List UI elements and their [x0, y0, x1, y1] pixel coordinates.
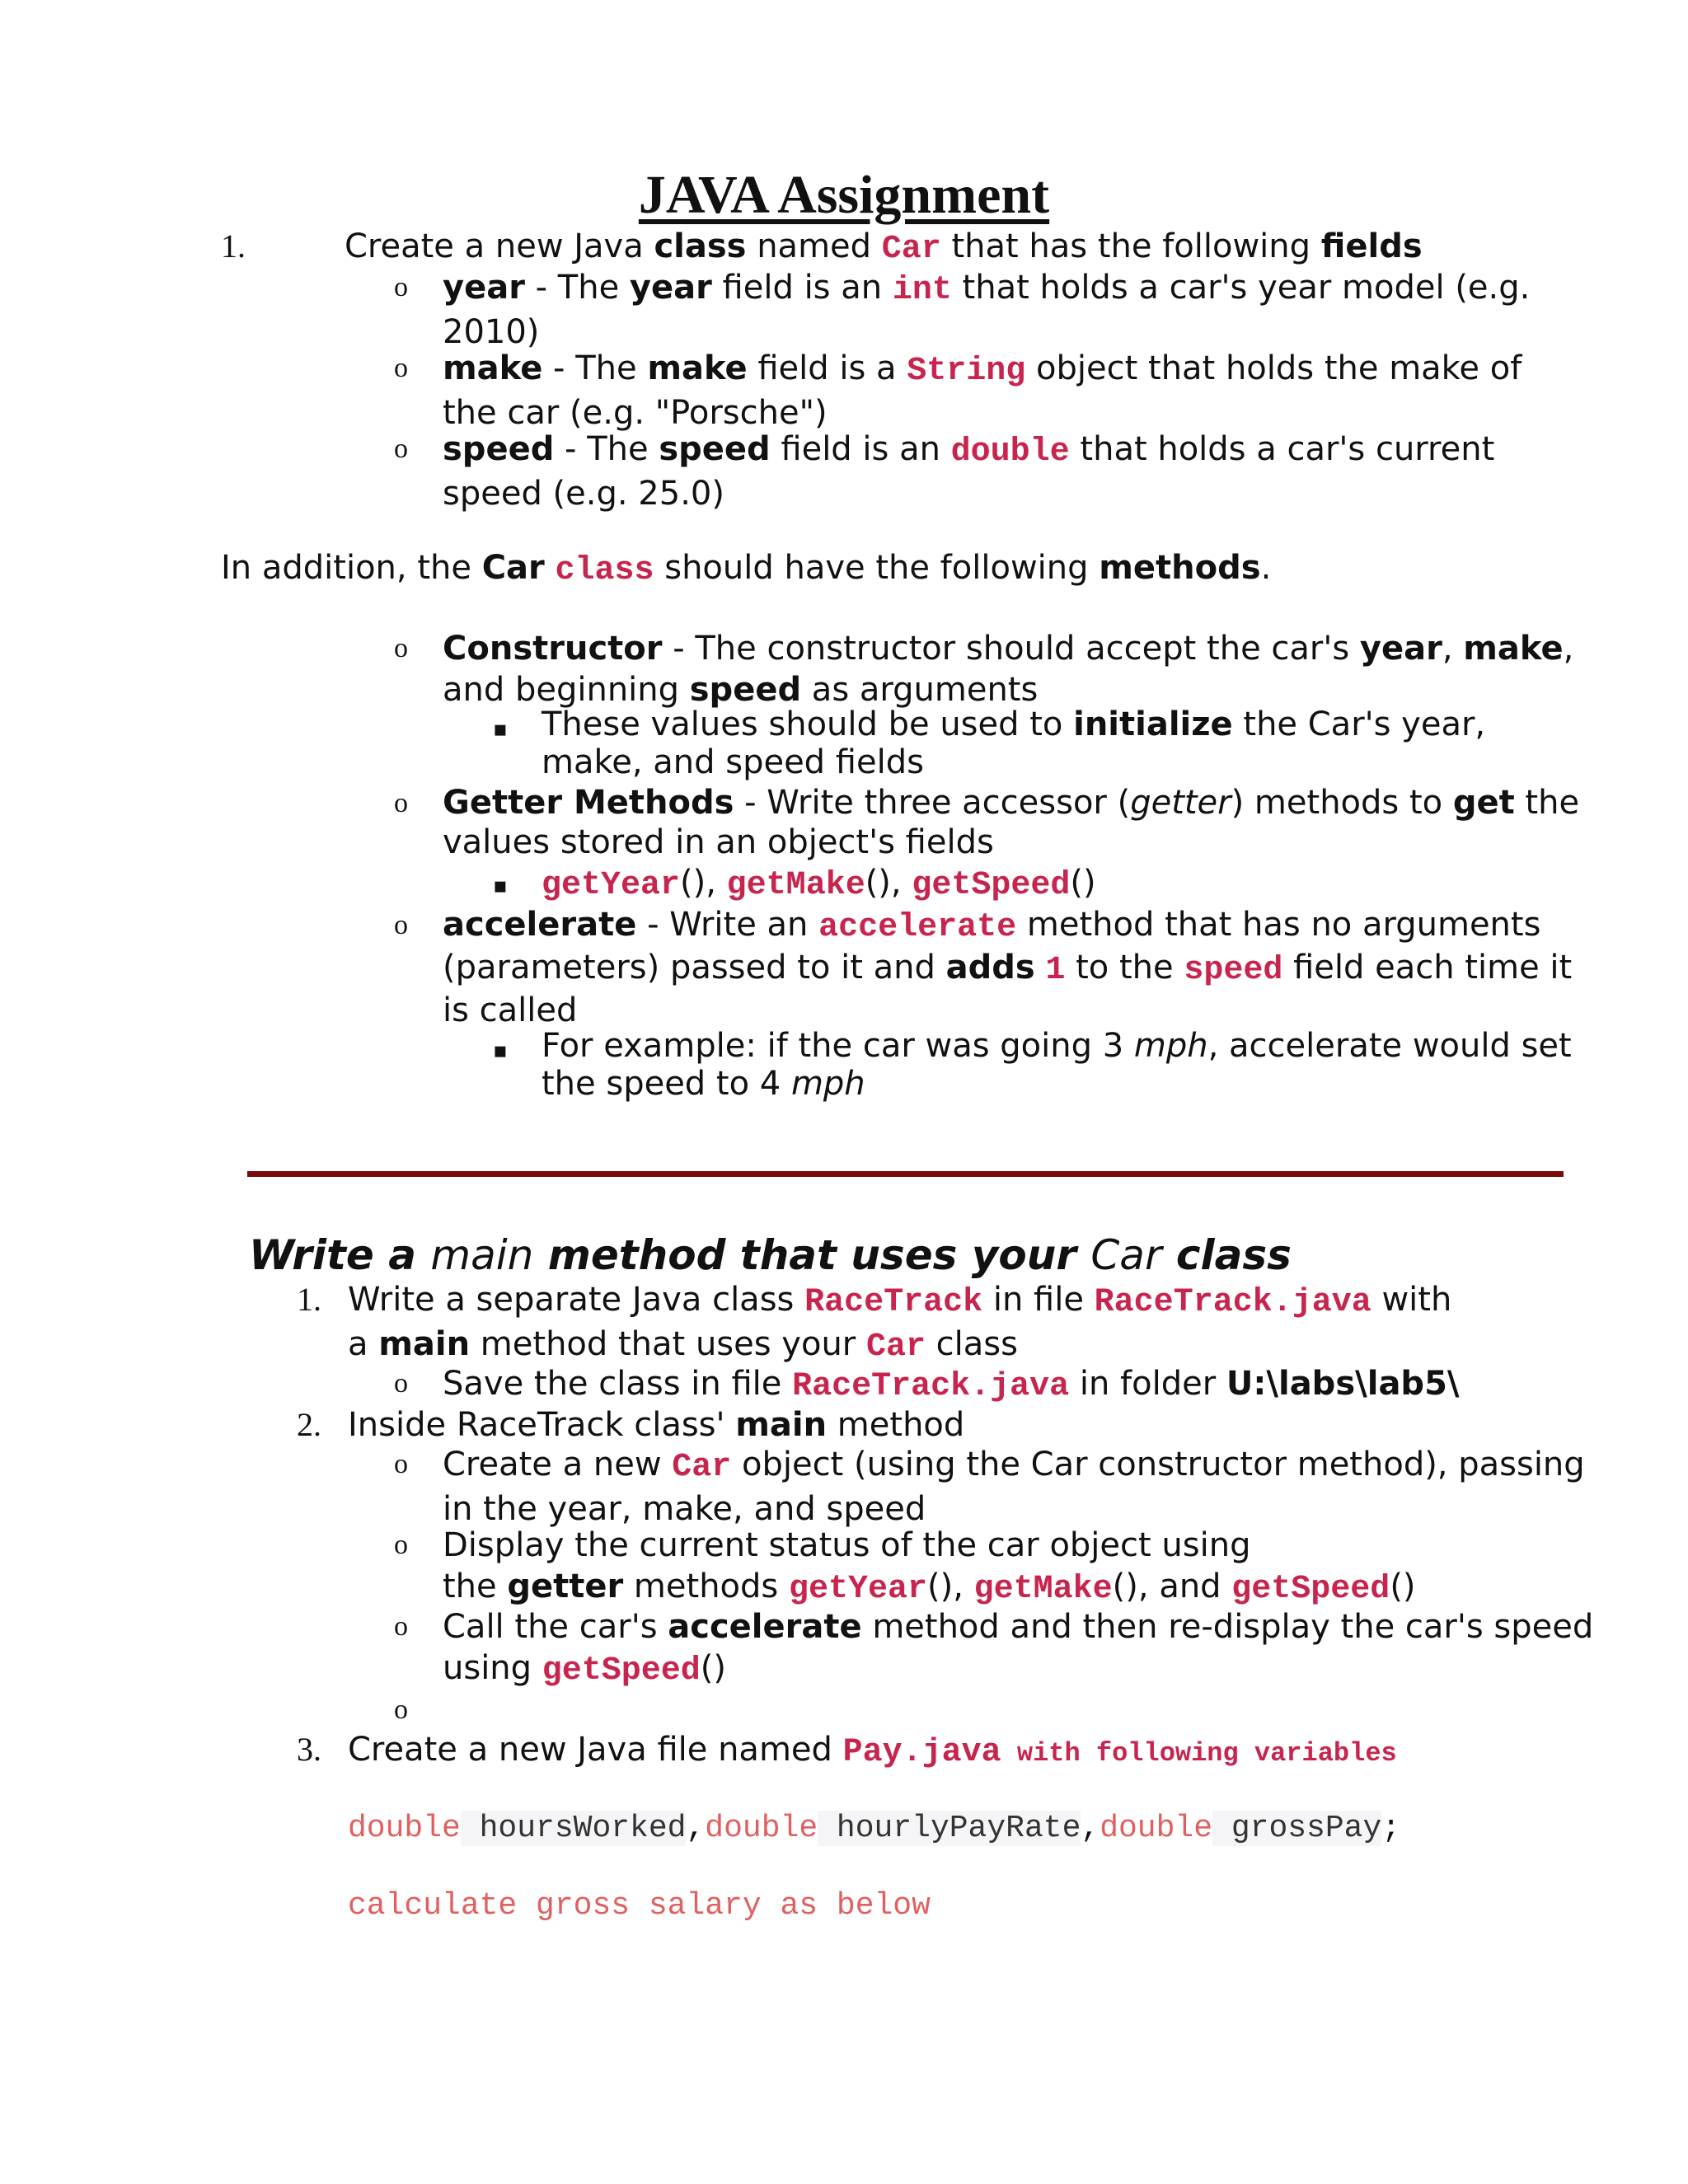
constructor-item: Constructor - The constructor should accept the car's year, make, and beginning speed as arguments — [443, 630, 1574, 709]
getter-methods-item: Getter Methods - Write three accessor (getter) methods to get the values stored in an object's fields — [443, 784, 1580, 861]
getter-methods-subitem: getYear(), getMake(), getSpeed() — [542, 864, 1096, 904]
bullet-circle: o — [394, 353, 408, 383]
create-car-subitem: Create a new Car object (using the Car constructor method), passing in the year, make, and speed — [443, 1446, 1585, 1528]
list-number-2: 2. — [297, 1406, 321, 1443]
constructor-subitem: These values should be used to initialize the Car's year, make, and speed fields — [542, 705, 1486, 781]
page-title: JAVA Assignment — [638, 165, 1050, 225]
field-speed-item: speed - The speed field is an double that holds a car's current speed (e.g. 25.0) — [443, 430, 1495, 513]
racetrack-item: Write a separate Java class RaceTrack in file RaceTrack.java with a main method that uses your Car class — [348, 1281, 1452, 1366]
bullet-circle: o — [394, 910, 408, 940]
bullet-circle-empty: o — [394, 1694, 408, 1725]
accelerate-subitem: For example: if the car was going 3 mph, accelerate would set the speed to 4 mph — [542, 1027, 1572, 1103]
bullet-circle: o — [394, 1449, 408, 1479]
bullet-square: ▪ — [493, 717, 508, 742]
list-number-1: 1. — [221, 227, 246, 265]
inside-main-item: Inside RaceTrack class' main method — [348, 1406, 965, 1444]
field-make-item: make - The make field is a String object that holds the make of the car (e.g. "Porsche") — [443, 349, 1522, 432]
variables-code-line: double hoursWorked,double hourlyPayRate,double grossPay; — [348, 1811, 1401, 1846]
racetrack-save-subitem: Save the class in file RaceTrack.java in folder U:\labs\lab5\ — [443, 1365, 1460, 1405]
bullet-circle: o — [394, 1368, 408, 1399]
call-accelerate-subitem: Call the car's accelerate method and then re-display the car's speed using getSpeed() — [443, 1608, 1594, 1690]
display-status-subitem: Display the current status of the car object using the getter methods getYear(), getMake(), and getSpeed() — [443, 1526, 1416, 1608]
section-divider — [247, 1171, 1564, 1177]
field-year-item: year - The year field is an int that holds a car's year model (e.g. 2010) — [443, 269, 1531, 351]
bullet-circle: o — [394, 272, 408, 302]
accelerate-item: accelerate - Write an accelerate method that has no arguments (parameters) passed to it and adds 1 to the speed field each time it is called — [443, 906, 1573, 1029]
bullet-circle: o — [394, 633, 408, 663]
bullet-circle: o — [394, 1611, 408, 1642]
bullet-circle: o — [394, 1530, 408, 1560]
calculate-gross-line: calculate gross salary as below — [348, 1888, 931, 1924]
bullet-square: ▪ — [493, 1038, 508, 1063]
bullet-circle: o — [394, 434, 408, 464]
main-method-heading: Write a main method that uses your Car class — [249, 1231, 1292, 1279]
list-number-3: 3. — [297, 1731, 321, 1768]
methods-intro: In addition, the Car class should have the following methods. — [221, 549, 1272, 589]
bullet-square: ▪ — [493, 874, 508, 898]
bullet-circle: o — [394, 788, 408, 818]
car-class-intro: Create a new Java class named Car that has the following fields — [345, 227, 1423, 268]
pay-java-item: Create a new Java file named Pay.java with following variables — [348, 1731, 1397, 1771]
list-number-1: 1. — [297, 1281, 321, 1318]
